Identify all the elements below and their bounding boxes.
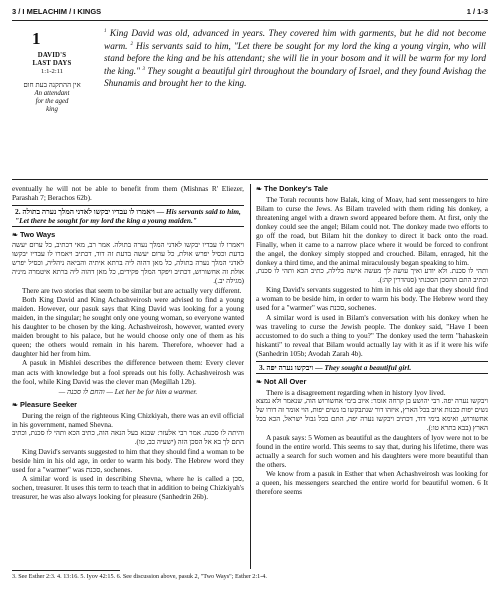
chapter-number: 1 (32, 29, 41, 48)
fleuron-icon: ❧ (12, 232, 18, 240)
paragraph: The Torah recounts how Balak, king of Moav, had sent messengers to hire Bilam to curse the Jews. As Bilam traveled with them riding his donkey, a threatening angel with a drawn sword appeared before them. At first, only the donkey could see the angel; Bilam could not. The donkey made two efforts to go off the road, but Bilam hit the donkey to direct it back onto the road. Finally, when it came to a narrow place where it would be forced to confront the angel, the donkey simply stopped and crouched. Bilam, enraged, hit the donkey a third time, and the animal miraculously began speaking to him. (256, 195, 488, 268)
pasuk-english: They sought a beautiful girl. (324, 362, 412, 372)
paragraph: There are two stories that seem to be similar but are actually very different. (22, 286, 242, 296)
hebrew-source: ויאמרו לו עבדיו יבקשו לאדני המלך נערה בתולה. אמר רב, מאי דכתיב, כל ערום יעשה בדעת וכסיל יפרש אולת, כל ערום יעשה בדעת זה דוד, דכתיב ויאמרו לו עבדיו יבקשו לאדני המלך נערה בתולה, כל מאן דהוה ליה ברתא איתיה והביאה ניהליה, וכסיל יפרש אולת זה אחשורוש, דכתיב ויפקד המלך פקידים, כל מאן דהוה ליה ברתא איטמרה מיניה (מגילה יב.). (12, 241, 244, 286)
footnote-rule (12, 570, 120, 571)
header-left: 3 / I MELACHIM / I KINGS (12, 7, 102, 16)
pasuk-hebrew: ויאמרו לו עבדיו יבקשו לאדני המלך נערה בתולה (22, 207, 155, 217)
hebrew-source: והיתה לו סכנה. אמר רבי אלעזר: שבנא בעל הנאה הוה, כתיב הכא ותהי לו סכנת, וכתיב התם לך בא אל הסכן הזה (ישעיה כב, טו). (12, 428, 244, 446)
paragraph: During the reign of the righteous King Chizkiyah, there was an evil official in his government, named Shevna. (12, 410, 244, 429)
chapter-title-1: DAVID'S (37, 52, 67, 59)
section-heading: ❧ The Donkey's Tale (256, 184, 328, 193)
verse-num-2: 2 (130, 41, 134, 47)
section-heading: ❧ Not All Over (256, 376, 307, 386)
paragraph: A pasuk says: 5 Women as beautiful as the daughters of lyov were not to be found in the entire world. This seems to say that, during his lifetime, there was actually a search for such women and his daughters were more beautiful than the others. (256, 432, 488, 469)
chapter-hebrew: אין ההתקנה בעת חום (23, 81, 81, 89)
paragraph: There is a disagreement regarding when in history lyov lived. (266, 387, 446, 397)
paragraph: A pasuk in Mishlei describes the difference between them: Every clever man acts with knowledge but a fool spreads out his folly. Achashveirosh was the fool, while King David was the clever man (Megillah 12b). (12, 358, 244, 386)
pasuk-heading-3 (256, 361, 488, 374)
pasuk-number: 3. (259, 362, 265, 372)
lemma-heading: — והחם לו סכנה — Let her be for him a warmer. (58, 387, 198, 396)
paragraph: A similar word is used in describing Shevna, where he is called a סכן, sochen, treasurer. It uses this term to teach that in addition to being Chizkiyah's treasurer, he was also always looking for pleasure (Sanhedrin 26b). (12, 473, 244, 501)
verse-1: King David was old, advanced in years. They covered him with garments, but he did not become warm. (104, 29, 486, 52)
paragraph: King David's servants suggested to him that they should find a woman to be beside him in his old age, in order to warm his body. The Hebrew word they used for a "warmer" was סכנת, sochenes. (12, 446, 245, 474)
paragraph: Both King David and King Achashveirosh were advised to find a young maiden. However, our pasuk says that King David was looking for a young maiden, in the singular; he sought only one young woman, so everyone wanted his daughter to be chosen by the king. Achashveirosh, however, wanted every maiden brought to his palace, but he would choose only one of them as his queen; the others would remain in his harem. Therefore, whoever had a daughter hid her from him. (12, 295, 244, 359)
verse-2: His servants said to him, "Let there be sought for my lord the king a young virgin, who will stand before the king and be his attendant; she will lie in your bosom and it will be warm for my lord the king." (104, 41, 487, 77)
chapter-ref: 1:1-2:11 (40, 68, 64, 75)
header-rule (12, 20, 488, 21)
verse-3: They sought a beautiful girl throughout the boundary of Israel, and they found Avishag the Shunamis and brought her to the king. (104, 66, 486, 89)
body-rule (12, 179, 488, 180)
right-column (256, 184, 488, 496)
section-heading: ❧ Two Ways (12, 230, 56, 240)
pasuk-heading-2 (12, 205, 244, 227)
pasuk-english: — His servants said to him, "Let there be sought for my lord the king a young maiden." (15, 207, 241, 226)
hebrew-source: ותהי לו סכנת. ולא יודע ואיך עושה לך מעשה אישה בלילה, כתיב הכא ותהי לו סכנת, וכתיב התם ההסכן הסכנתי (סנהדרין קה:). (256, 267, 488, 285)
hebrew-source: ויבקשו נערה יפה. רבי יהושע בן קרחה אומר: איוב בימי אחשורוש הוה, שנאמר ולא נמצא נשים יפות כבנות איוב בכל הארץ, איזהו דור שנתבקשו בו נשים יפות, הוי אומר זה דורו של אחשורוש, ואימא בימי דוד, דכתיב ויבקשו נערה יפה, התם בכל גבול ישראל, הכא בכל הארץ (בבא בתרא טו:). (256, 396, 488, 432)
chapter-title-2: LAST DAYS (32, 60, 72, 67)
pasuk-hebrew: — ויבקשו נערה יפה (266, 362, 323, 372)
chapter-marker (12, 30, 92, 114)
verse-num-3: 3 (142, 66, 145, 72)
footnotes: 3. See Esther 2:3. 4. 13:16. 5. Iyov 42:15. 6. See discussion above, pasuk 2, "Two Ways"; Esther 2:1-4. (12, 573, 267, 580)
paragraph: We know from a pasuk in Esther that when Achashveirosh was looking for a queen, his messengers searched the entire world for beautiful women. 6 It therefore seems (256, 468, 488, 497)
side-label-2: for the aged (35, 97, 69, 105)
verse-num-1: 1 (104, 28, 107, 34)
side-label-3: king (46, 105, 58, 113)
paragraph: A similar word is used in Bilam's conversation with his donkey when he was traveling to curse the Jewish people. The donkey said, "Have I been accustomed to do such a thing to you?" The donkey used the term "hahaskein hiskanti" to reveal that Bilam would actually lay with it as if it were his wife (Sanhedrin 105b; Avodah Zarah 4b). (256, 312, 488, 358)
continued-text: eventually he will not be able to benefit from them (Mishnas R' Eliezer, Parashah 7; Berachos 62b). (12, 184, 244, 203)
pasuk-number: 2. (15, 207, 21, 217)
side-label-1: An attendant (34, 89, 70, 97)
fleuron-icon: ❧ (256, 378, 262, 386)
left-column (12, 184, 244, 501)
paragraph: King David's servants suggested to him in his old age that they should find a woman to be beside him, in order to warm his body. The Hebrew word they used for a "warmer" was סכנת, sochenes. (256, 285, 488, 313)
header-right: 1 / 1-3 (466, 7, 488, 16)
section-heading: ❧ Pleasure Seeker (12, 399, 78, 409)
fleuron-icon: ❧ (12, 401, 18, 409)
running-header (12, 7, 488, 19)
column-divider (250, 184, 251, 569)
verse-text (104, 28, 486, 91)
fleuron-icon: ❧ (256, 186, 262, 193)
